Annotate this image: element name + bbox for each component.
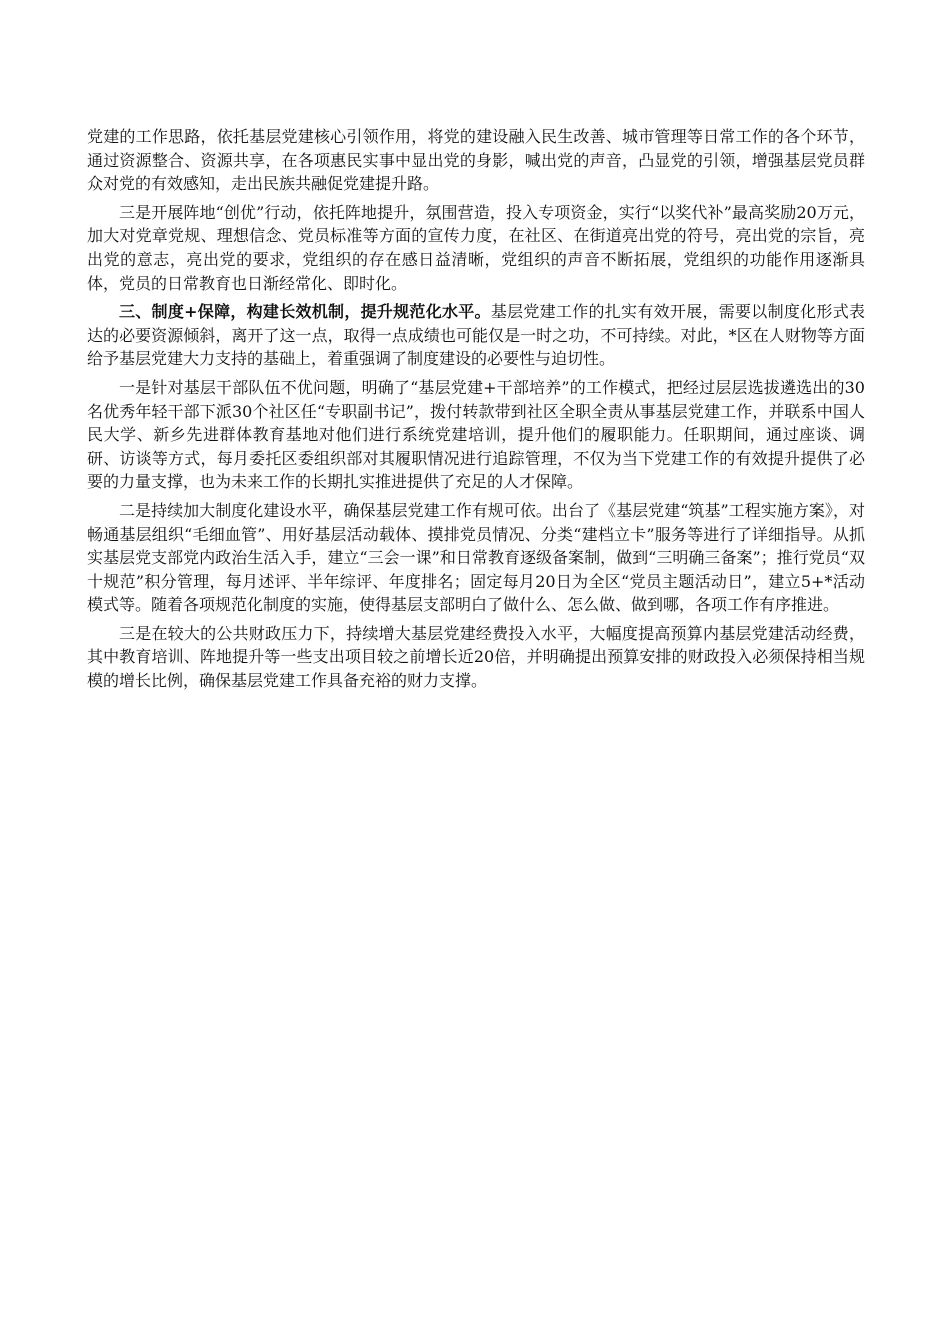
paragraph-6 bbox=[87, 622, 865, 693]
paragraph-3 bbox=[87, 300, 865, 371]
paragraph-4 bbox=[87, 376, 865, 494]
section-heading: 三、制度+保障，构建长效机制，提升规范化水平。 bbox=[119, 302, 491, 322]
paragraph-text: 一是针对基层干部队伍不优问题，明确了“基层党建+干部培养”的工作模式，把经过层层选拔遴选出的30名优秀年轻干部下派30个社区任“专职副书记”，拨付转款带到社区全职全责从事基层党建工作，并联系中国人民大学、新乡先进群体教育基地对他们进行系统党建培训，提升他们的履职能力。任职期间，通过座谈、调研、访谈等方式，每月委托区委组织部对其履职情况进行追踪管理，不仅为当下党建工作的有效提升提供了必要的力量支撑，也为未来工作的长期扎实推进提供了充足的人才保障。 bbox=[87, 377, 865, 492]
paragraph-text: 基层党建工作的扎实有效开展，需要以制度化形式表达的必要资源倾斜，离开了这一点，取得一点成绩也可能仅是一时之功，不可持续。对此，*区在人财物等方面给予基层党建大力支持的基础上，着重强调了制度建设的必要性与迫切性。 bbox=[87, 302, 865, 369]
paragraph-text: 党建的工作思路，依托基层党建核心引领作用，将党的建设融入民生改善、城市管理等日常工作的各个环节，通过资源整合、资源共享，在各项惠民实事中显出党的身影，喊出党的声音，凸显党的引领，增强基层党员群众对党的有效感知，走出民族共融促党建提升路。 bbox=[87, 127, 865, 194]
paragraph-text: 二是持续加大制度化建设水平，确保基层党建工作有规可依。出台了《基层党建“筑基”工程实施方案》，对畅通基层组织“毛细血管”、用好基层活动载体、摸排党员情况、分类“建档立卡”服务等进行了详细指导。从抓实基层党支部党内政治生活入手，建立“三会一课”和日常教育逐级备案制，做到“三明确三备案”；推行党员“双十规范”积分管理，每月述评、半年综评、年度排名；固定每月20日为全区“党员主题活动日”，建立5+*活动模式等。随着各项规范化制度的实施，使得基层支部明白了做什么、怎么做、做到哪，各项工作有序推进。 bbox=[87, 500, 865, 615]
paragraph-1 bbox=[87, 125, 865, 196]
paragraph-2 bbox=[87, 201, 865, 295]
document-page bbox=[87, 125, 865, 698]
paragraph-text: 三是在较大的公共财政压力下，持续增大基层党建经费投入水平，大幅度提高预算内基层党建活动经费，其中教育培训、阵地提升等一些支出项目较之前增长近20倍，并明确提出预算安排的财政投入必须保持相当规模的增长比例，确保基层党建工作具备充裕的财力支撑。 bbox=[87, 623, 865, 691]
paragraph-5 bbox=[87, 499, 865, 617]
paragraph-text: 三是开展阵地“创优”行动，依托阵地提升，氛围营造，投入专项资金，实行“以奖代补”最高奖励20万元，加大对党章党规、理想信念、党员标准等方面的宣传力度，在社区、在街道亮出党的符号，亮出党的宗旨，亮出党的意志，亮出党的要求，党组织的存在感日益清晰，党组织的声音不断拓展，党组织的功能作用逐渐具体，党员的日常教育也日渐经常化、即时化。 bbox=[87, 202, 865, 293]
